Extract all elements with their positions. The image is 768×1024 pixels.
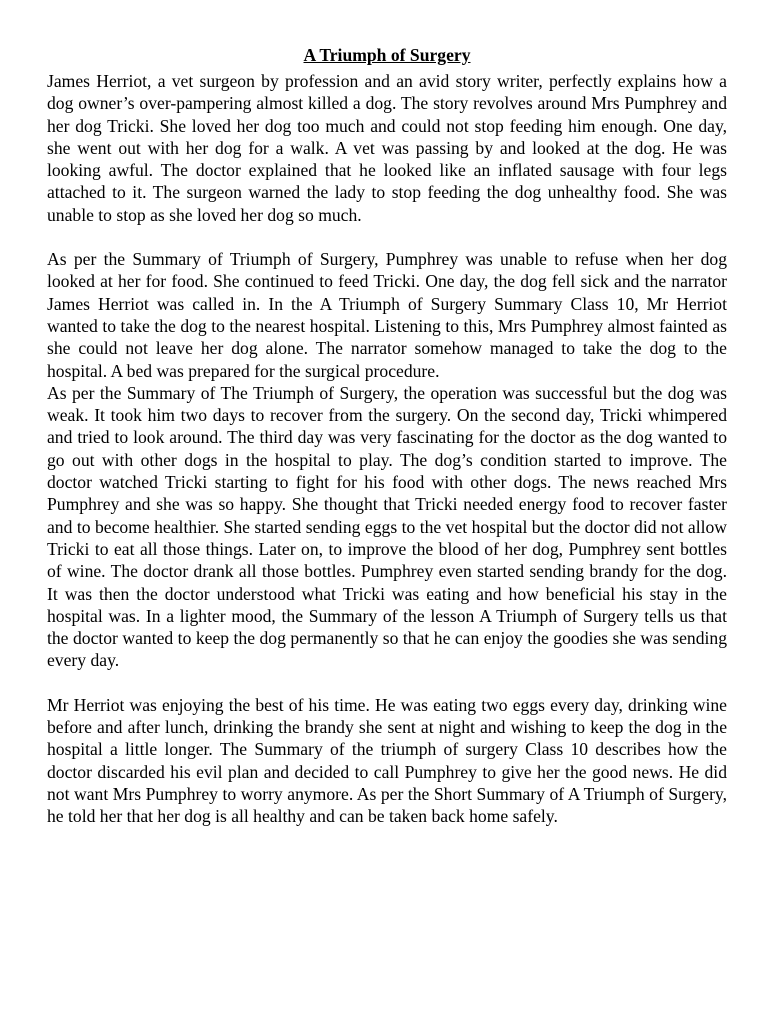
document-title: A Triumph of Surgery xyxy=(303,45,471,65)
document-page xyxy=(47,44,727,828)
paragraph-ending: Mr Herriot was enjoying the best of his time. He was eating two eggs every day, drinking wine before and after lunch, drinking the brandy she sent at night and wishing to keep the dog in the hospital a little longer. The Summary of the triumph of surgery Class 10 describes how the doctor discarded his evil plan and decided to call Pumphrey to give her the good news. He did not want Mrs Pumphrey to worry anymore. As per the Short Summary of A Triumph of Surgery, he told her that her dog is all healthy and can be taken back home safely. xyxy=(47,694,727,827)
paragraph-recovery: As per the Summary of The Triumph of Surgery, the operation was successful but the dog was weak. It took him two days to recover from the surgery. On the second day, Tricki whimpered and tried to look around. The third day was very fascinating for the doctor as the dog wanted to go out with other dogs in the hospital to play. The dog’s condition started to improve. The doctor watched Tricki starting to fight for his food with other dogs. The news reached Mrs Pumphrey and she was so happy. She thought that Tricki needed energy food to recover faster and to become healthier. She started sending eggs to the vet hospital but the doctor did not allow Tricki to eat all those things. Later on, to improve the blood of her dog, Pumphrey sent bottles of wine. The doctor drank all those bottles. Pumphrey even started sending brandy for the dog. It was then the doctor understood what Tricki was eating and how beneficial his stay in the hospital was. In a lighter mood, the Summary of the lesson A Triumph of Surgery tells us that the doctor wanted to keep the dog permanently so that he can enjoy the goodies she was sending every day. xyxy=(47,382,727,671)
paragraph-intro: James Herriot, a vet surgeon by profession and an avid story writer, perfectly explains how a dog owner’s over-pampering almost killed a dog. The story revolves around Mrs Pumphrey and her dog Tricki. She loved her dog too much and could not stop feeding him enough. One day, she went out with her dog for a walk. A vet was passing by and looked at the dog. He was looking awful. The doctor explained that he looked like an inflated sausage with four legs attached to it. The surgeon warned the lady to stop feeding the dog unhealthy food. She was unable to stop as she loved her dog so much. xyxy=(47,71,727,225)
paragraph-illness: As per the Summary of Triumph of Surgery, Pumphrey was unable to refuse when her dog looked at her for food. She continued to feed Tricki. One day, the dog fell sick and the narrator James Herriot was called in. In the A Triumph of Surgery Summary Class 10, Mr Herriot wanted to take the dog to the nearest hospital. Listening to this, Mrs Pumphrey almost fainted as she could not leave her dog alone. The narrator somehow managed to take the dog to the hospital. A bed was prepared for the surgical procedure. xyxy=(47,249,727,381)
